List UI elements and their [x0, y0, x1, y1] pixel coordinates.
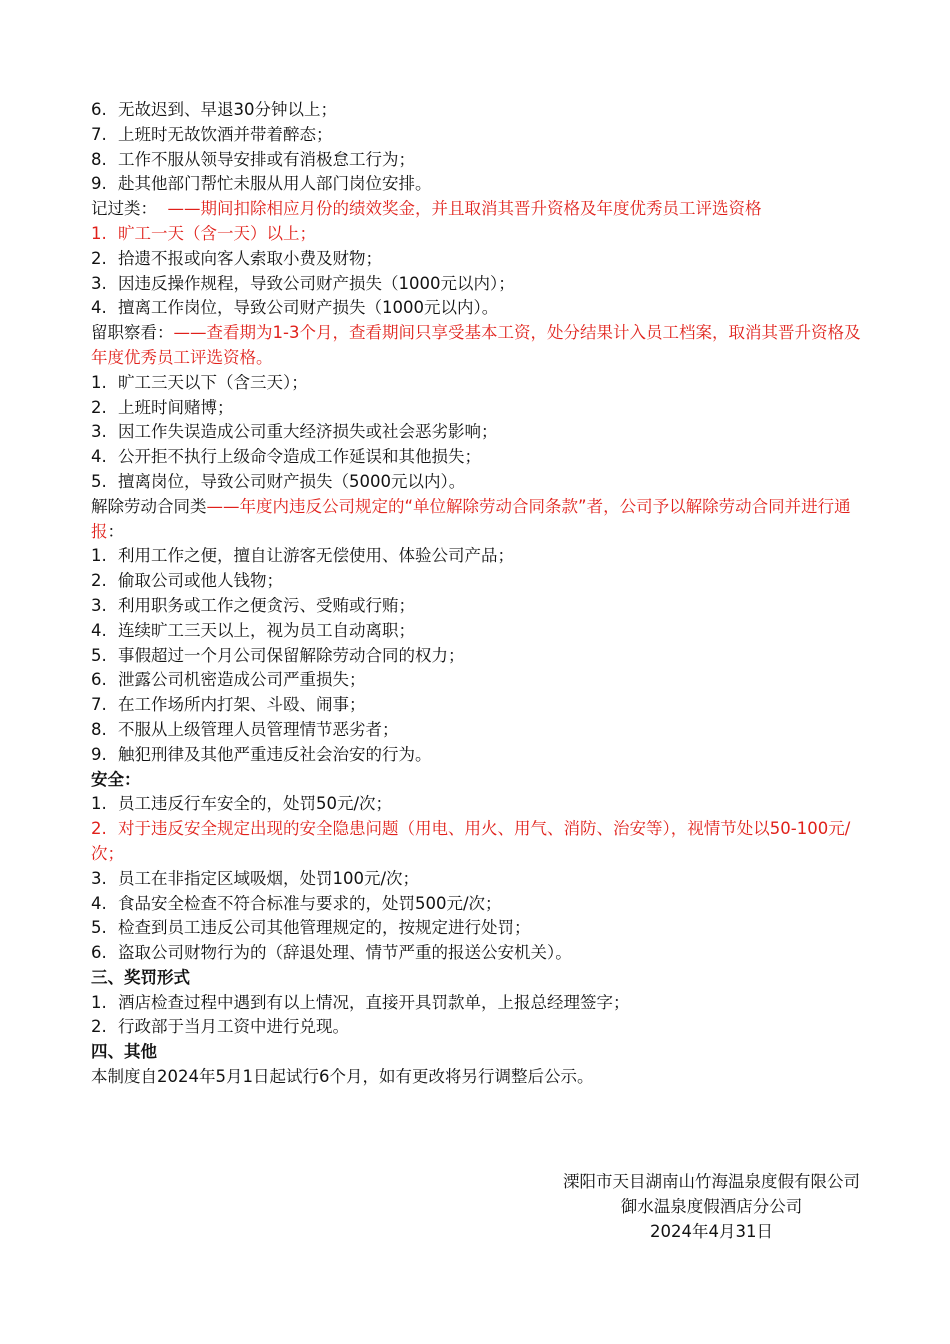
demerit-label: 记过类： — [91, 199, 157, 219]
safety-heading: 安全： — [91, 769, 141, 789]
list-item: 3. 因工作失误造成公司重大经济损失或社会恶劣影响； — [91, 422, 498, 442]
list-item: 5. 事假超过一个月公司保留解除劳动合同的权力； — [91, 645, 465, 665]
list-item: 6. 泄露公司机密造成公司严重损失； — [91, 670, 366, 690]
section4-text: 本制度自2024年5月1日起试行6个月，如有更改将另行调整后公示。 — [91, 1067, 594, 1087]
termination-tail: ： — [107, 521, 124, 541]
branch-name: 御水温泉度假酒店分公司 — [620, 1196, 803, 1216]
list-item: 9. 触犯刑律及其他严重违反社会治安的行为。 — [91, 744, 432, 764]
probation-heading — [91, 321, 861, 371]
list-item: 2. 拾遗不报或向客人索取小费及财物； — [91, 248, 382, 268]
list-item: 2. 行政部于当月工资中进行兑现。 — [91, 1017, 349, 1037]
sign-date: 2024年4月31日 — [650, 1221, 773, 1241]
list-item: 3. 利用职务或工作之便贪污、受贿或行贿； — [91, 595, 415, 615]
list-item: 6. 盗取公司财物行为的（辞退处理、情节严重的报送公安机关）。 — [91, 943, 572, 963]
list-item: 2. 偷取公司或他人钱物； — [91, 571, 283, 591]
list-item: 1. 员工违反行车安全的，处罚50元/次； — [91, 794, 393, 814]
demerit-desc: ——期间扣除相应月份的绩效奖金，并且取消其晋升资格及年度优秀员工评选资格 — [167, 199, 762, 219]
probation-label: 留职察看： — [91, 323, 174, 343]
list-a — [91, 98, 861, 197]
list-item: 8. 不服从上级管理人员管理情节恶劣者； — [91, 719, 399, 739]
list-item: 5. 擅离岗位，导致公司财产损失（5000元以内）。 — [91, 471, 466, 491]
list-item: 1. 旷工三天以下（含三天）； — [91, 372, 308, 392]
list-item: 2. 上班时间赌博； — [91, 397, 234, 417]
list-item: 1. 酒店检查过程中遇到有以上情况，直接开具罚款单，上报总经理签字； — [91, 992, 630, 1012]
regulation-body — [91, 98, 861, 1090]
termination-label: 解除劳动合同类 — [91, 496, 207, 516]
list-item: 2. 对于违反安全规定出现的安全隐患问题（用电、用火、用气、消防、治安等），视情节处以50-100元/次； — [91, 819, 851, 863]
list-item: 6. 无故迟到、早退30分钟以上； — [91, 100, 337, 119]
list-item: 4. 食品安全检查不符合标准与要求的，处罚500元/次； — [91, 893, 502, 913]
company-name: 溧阳市天目湖南山竹海温泉度假有限公司 — [563, 1172, 860, 1191]
list-item: 3. 员工在非指定区域吸烟，处罚100元/次； — [91, 868, 420, 888]
list-item: 1. 旷工一天（含一天）以上； — [91, 223, 316, 243]
demerit-heading — [91, 197, 861, 222]
list-item: 3. 因违反操作规程，导致公司财产损失（1000元以内）； — [91, 273, 515, 293]
list-item: 4. 公开拒不执行上级命令造成工作延误和其他损失； — [91, 447, 481, 467]
list-item: 7. 在工作场所内打架、斗殴、闹事； — [91, 695, 366, 715]
termination-desc: ——年度内违反公司规定的“单位解除劳动合同条款”者，公司予以解除劳动合同并进行通报 — [91, 496, 851, 541]
list-item: 4. 连续旷工三天以上，视为员工自动离职； — [91, 620, 415, 640]
probation-desc: ——查看期为1-3个月，查看期间只享受基本工资，处分结果计入员工档案，取消其晋升资格及年度优秀员工评选资格。 — [91, 323, 861, 367]
signature-block — [563, 1170, 860, 1244]
list-item: 5. 检查到员工违反公司其他管理规定的，按规定进行处罚； — [91, 918, 531, 938]
list-item: 9. 赴其他部门帮忙未服从用人部门岗位安排。 — [91, 174, 432, 194]
list-item: 1. 利用工作之便，擅自让游客无偿使用、体验公司产品； — [91, 546, 514, 566]
list-item: 7. 上班时无故饮酒并带着醉态； — [91, 124, 333, 144]
list-item: 4. 擅离工作岗位，导致公司财产损失（1000元以内）。 — [91, 298, 499, 318]
section3-heading: 三、奖罚形式 — [91, 967, 190, 987]
termination-heading — [91, 495, 861, 545]
section4-heading: 四、其他 — [91, 1042, 157, 1062]
list-item: 8. 工作不服从领导安排或有消极怠工行为； — [91, 149, 415, 169]
